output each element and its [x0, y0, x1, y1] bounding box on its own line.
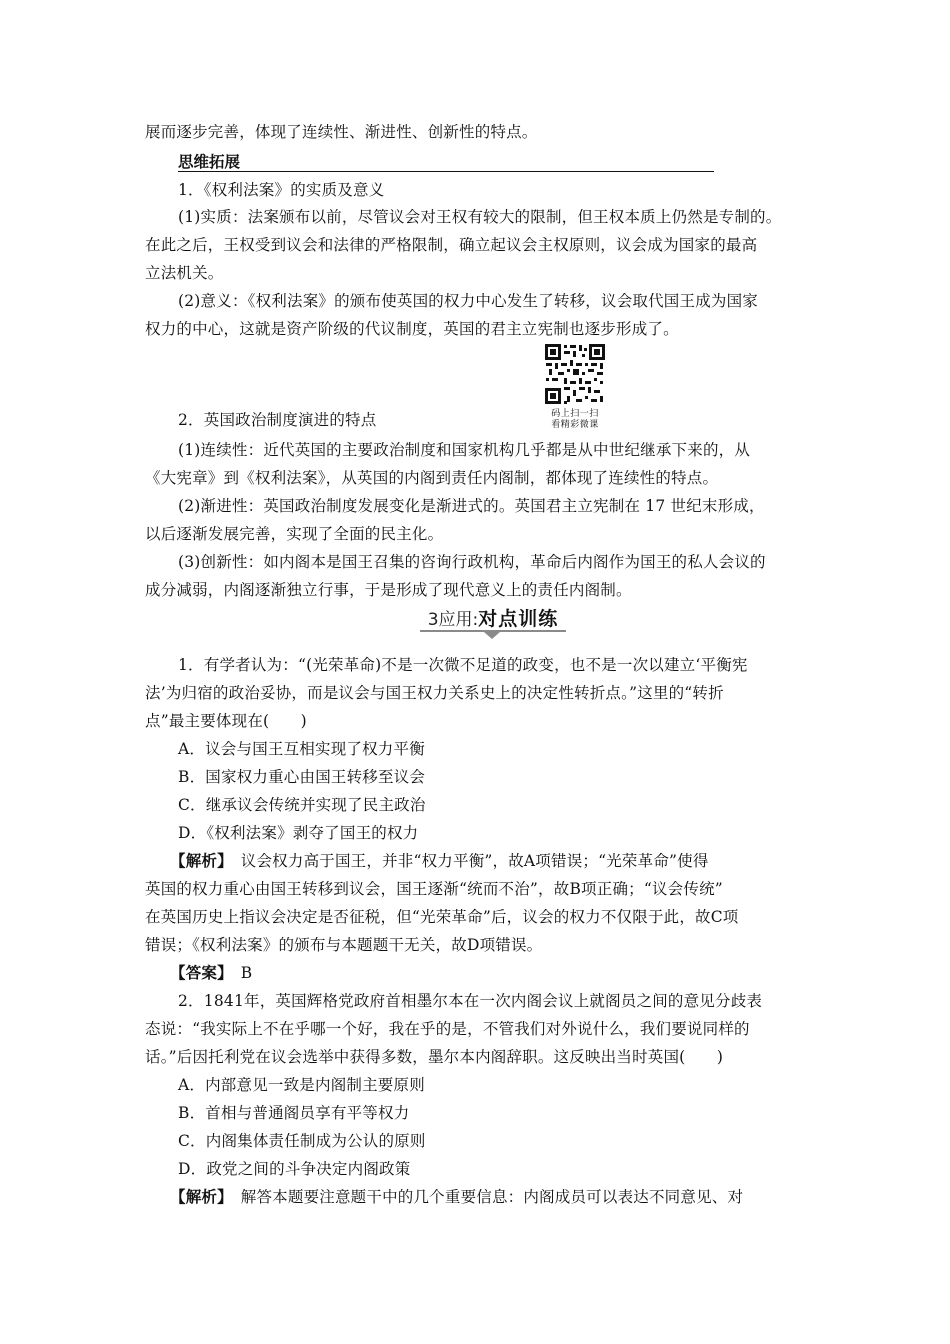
- qr-code-icon: [544, 343, 606, 405]
- item1-paragraph1-line2: 在此之后，王权受到议会和法律的严格限制，确立起议会主权原则，议会成为国家的最高: [145, 236, 758, 254]
- q2-stem-line3: 话。”后因托利党在议会选举中获得多数，墨尔本内阁辞职。这反映出当时英国( ): [145, 1048, 724, 1066]
- q1-answer-label: 【答案】: [170, 963, 226, 982]
- q2-stem-line2: 态说：“我实际上不在乎哪一个好，我在乎的是，不管我们对外说什么，我们要说同样的: [145, 1020, 750, 1038]
- item1-paragraph2-line2: 权力的中心，这就是资产阶级的代议制度，英国的君主立宪制也逐步形成了。: [145, 320, 679, 338]
- item2-paragraph1-line2: 《大宪章》到《权利法案》，从英国的内阁到责任内阁制，都体现了连续性的特点。: [145, 469, 719, 487]
- item2-paragraph2-line2: 以后逐渐发展完善，实现了全面的民主化。: [145, 525, 444, 543]
- section-heading-thinking: [178, 152, 714, 172]
- q1-analysis-line3: 在英国历史上指议会决定是否征税，但“光荣革命”后，议会的权力不仅限于此，故C项: [145, 908, 739, 926]
- item1-paragraph1-line3: 立法机关。: [145, 264, 224, 282]
- q1-stem-line1: 1．有学者认为：“(光荣革命)不是一次微不足道的政变，也不是一次以建立‘平衡宪: [178, 656, 748, 674]
- q1-option-a: A．议会与国王互相实现了权力平衡: [178, 740, 425, 758]
- section-title: 思维拓展: [178, 152, 241, 171]
- q2-option-a: A．内部意见一致是内阁制主要原则: [178, 1076, 425, 1094]
- q1-stem-line3: 点”最主要体现在( ): [145, 712, 307, 730]
- q1-option-b: B．国家权力重心由国王转移至议会: [178, 768, 426, 786]
- q2-option-b: B．首相与普通阁员享有平等权力: [178, 1104, 410, 1122]
- q1-answer: [170, 963, 840, 983]
- item1-paragraph2-line1: (2)意义：《权利法案》的颁布使英国的权力中心发生了转移，议会取代国王成为国家: [178, 292, 759, 310]
- q1-stem-line2: 法’为归宿的政治妥协，而是议会与国王权力关系史上的决定性转折点。”这里的“转折: [145, 684, 724, 702]
- q2-stem-line1: 2．1841年，英国辉格党政府首相墨尔本在一次内阁会议上就阁员之间的意见分歧表: [178, 992, 763, 1010]
- q2-analysis-text1: 解答本题要注意题干中的几个重要信息：内阁成员可以表达不同意见、对: [225, 1188, 744, 1206]
- q1-option-c: C．继承议会传统并实现了民主政治: [178, 796, 426, 814]
- q2-analysis-line1: [170, 1187, 840, 1207]
- item2-paragraph2-line1: (2)渐进性：英国政治制度发展变化是渐进式的。英国君主立宪制在 17 世纪末形成，: [178, 497, 765, 515]
- q1-answer-value: B: [225, 964, 253, 982]
- item1-title: 1．《权利法案》的实质及意义: [178, 181, 385, 199]
- q1-analysis-label: 【解析】: [170, 851, 226, 870]
- intro-line: 展而逐步完善，体现了连续性、渐进性、创新性的特点。: [145, 123, 538, 141]
- item2-title: 2．英国政治制度演进的特点: [178, 411, 377, 429]
- q1-analysis-line2: 英国的权力重心由国王转移到议会，国王逐渐“统而不治”，故B项正确；“议会传统”: [145, 880, 723, 898]
- item2-paragraph3-line1: (3)创新性：如内阁本是国王召集的咨询行政机构，革命后内阁作为国王的私人会议的: [178, 553, 766, 571]
- q1-analysis-line1: [170, 851, 840, 871]
- q1-analysis-text1: 议会权力高于国王，并非“权力平衡”，故A项错误；“光荣革命”使得: [225, 852, 709, 870]
- q1-analysis-line4: 错误；《权利法案》的颁布与本题题干无关，故D项错误。: [145, 936, 543, 954]
- q2-option-d: D．政党之间的斗争决定内阁政策: [178, 1160, 411, 1178]
- qr-caption-line1: 码上扫一扫: [551, 409, 599, 419]
- item1-paragraph1-line1: (1)实质：法案颁布以前，尽管议会对王权有较大的限制，但王权本质上仍然是专制的。: [178, 208, 782, 226]
- banner-title: 对点训练: [478, 608, 559, 630]
- qr-caption-line2: 看精彩微课: [551, 420, 599, 430]
- item2-paragraph1-line1: (1)连续性：近代英国的主要政治制度和国家机构几乎都是从中世纪继承下来的，从: [178, 441, 751, 459]
- q2-analysis-label: 【解析】: [170, 1187, 226, 1206]
- item2-paragraph3-line2: 成分减弱，内阁逐渐独立行事，于是形成了现代意义上的责任内阁制。: [145, 581, 632, 599]
- q2-option-c: C．内阁集体责任制成为公认的原则: [178, 1132, 426, 1150]
- section-banner-practice: [420, 604, 566, 644]
- banner-number: 3应用:: [427, 610, 479, 630]
- q1-option-d: D．《权利法案》剥夺了国王的权力: [178, 824, 419, 842]
- banner-arrow-icon: [484, 632, 500, 639]
